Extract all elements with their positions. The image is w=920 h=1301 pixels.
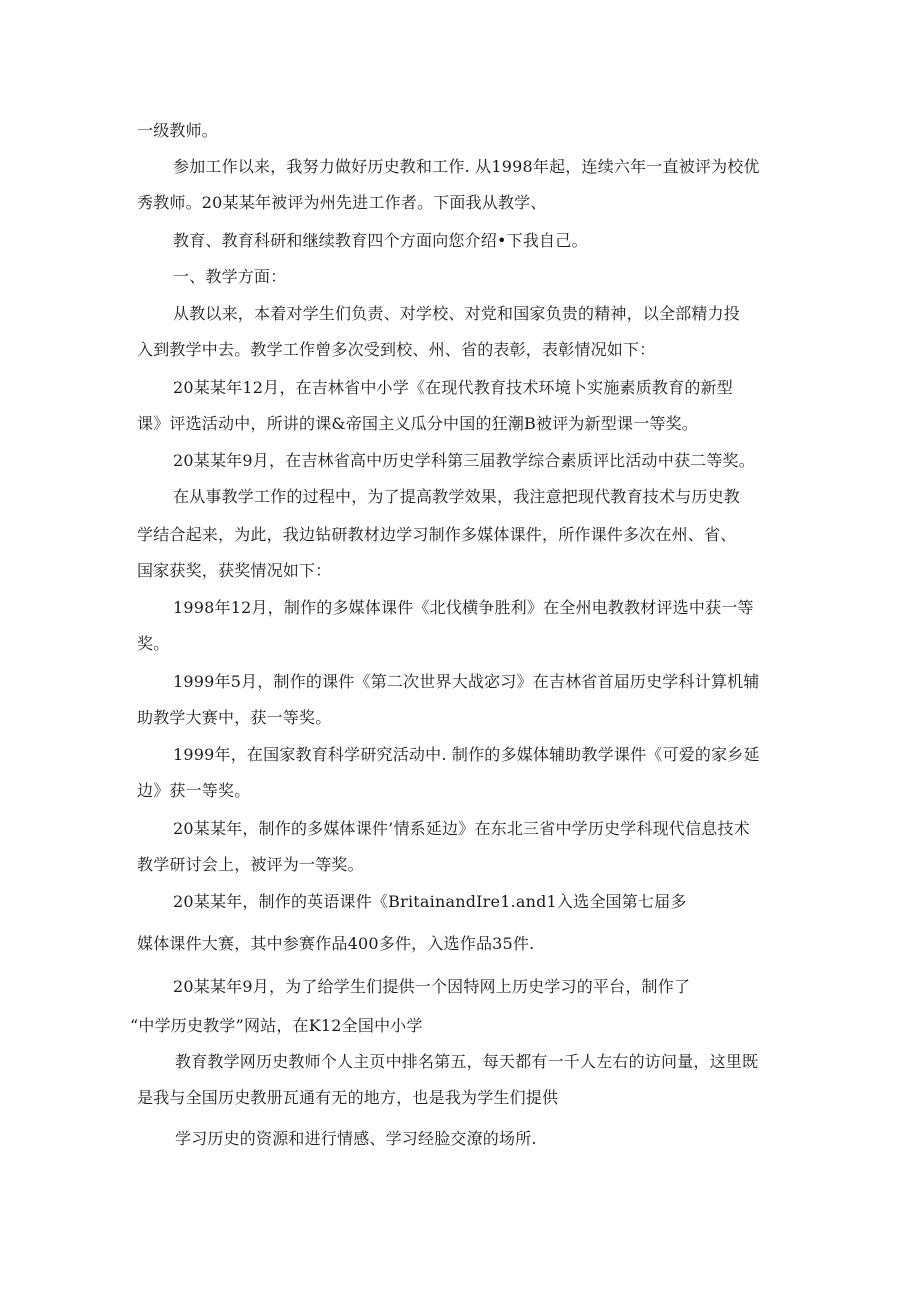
text-line: 1999年，在国家教育科学研究活动中. 制作的多媒体辅助教学课件《可爱的家乡延 xyxy=(173,745,760,764)
text-line: 入到教学中去。教学工作曾多次受到校、州、省的表彰，表彰情况如下： xyxy=(137,340,656,359)
text-line: 是我与全国历史教册瓦通有无的地方，也是我为学生们提供 xyxy=(137,1088,559,1107)
text-line: 学习历史的资源和进行情感、学习经脸交潦的场所. xyxy=(175,1129,537,1148)
text-line: 1999年5月，制作的课件《第二次世界大战宓习》在吉林省首届历史学科计算机辅 xyxy=(173,672,760,691)
text-line: 20某某年9月，在吉林省高中历史学科第三届教学综合素质评比活动中获二等奖。 xyxy=(173,451,755,470)
section-heading: 一、教学方面： xyxy=(173,267,287,286)
text-line: 在从事教学工作的过程中，为了提高教学效果，我注意把现代教育技术与历史教 xyxy=(173,487,741,506)
text-line: 20某某年，制作的英语课件《BritainandIre1.and1入选全国第七届多 xyxy=(173,892,687,911)
text-line: 教育教学网历史教师个人主页中排名第五，每天都有一千人左右的访问量，这里既 xyxy=(175,1052,759,1071)
text-line: 课》评选活动中，所讲的课&帝国主义瓜分中国的狂潮B被评为新型课一等奖。 xyxy=(137,414,699,433)
text-line: 从教以来，本着对学生们负责、对学校、对党和国家负贵的精神，以全部精力投 xyxy=(173,304,741,323)
text-line: “中学历史教学”网站，在K12全国中小学 xyxy=(130,1016,423,1035)
text-line: 媒体课件大赛，其中参赛作品400多件，入选作品35件. xyxy=(137,934,535,953)
text-line: 1998年12月，制作的多媒体课件《北伐横争胜利》在全州电教教材评选中获一等 xyxy=(173,598,754,617)
text-line: 教学研讨会上，被评为一等奖。 xyxy=(137,855,364,874)
text-line: 参加工作以来，我努力做好历史教和工作. 从1998年起，连续六年一直被评为校优 xyxy=(173,157,760,176)
text-line: 助教学大赛中，获一等奖。 xyxy=(137,708,332,727)
text-line: 教育、教育科研和继续教育四个方面向您介绍•下我自己。 xyxy=(173,231,588,250)
text-line: 20某某年9月，为了给学生们提供一个因特网上历史学习的平台，制作了 xyxy=(173,977,691,996)
text-line: 秀教师。20某某年被评为州先进工作者。下面我从教学、 xyxy=(137,193,547,212)
text-line: 一级教师。 xyxy=(137,121,219,140)
text-line: 20某某年12月，在吉林省中小学《在现代教育技术环境卜实施素质教育的新型 xyxy=(173,378,733,397)
text-line: 奖。 xyxy=(137,634,170,653)
text-line: 20某某年，制作的多媒体课件’情系延边》在东北三省中学历史学科现代信息技术 xyxy=(173,819,750,838)
text-line: 学结合起来，为此，我边钻研教材边学习制作多媒体课件，所作课件多次在州、省、 xyxy=(137,525,737,544)
text-line: 边》获一等奖。 xyxy=(137,781,251,800)
text-line: 国家获奖，获奖情况如下： xyxy=(137,561,332,580)
